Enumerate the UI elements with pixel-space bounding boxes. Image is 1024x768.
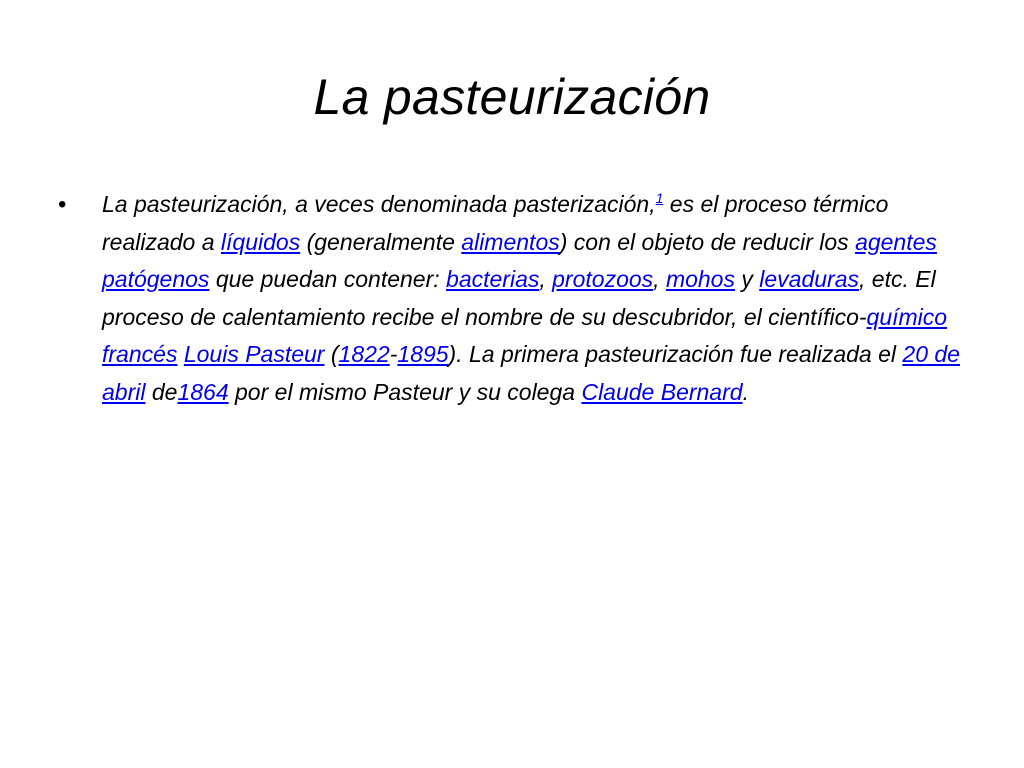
link-alimentos[interactable]: alimentos — [461, 228, 560, 255]
bullet-item — [56, 186, 961, 411]
link-protozoos[interactable]: protozoos — [552, 266, 654, 292]
paragraph-text: (generalmente — [300, 228, 462, 255]
link-liquidos[interactable]: líquidos — [220, 228, 301, 255]
paragraph-text: , — [539, 266, 553, 292]
link-agentes-patogenos[interactable]: agentes patógenos — [102, 228, 937, 292]
paragraph-text: ) con el objeto de reducir los — [559, 228, 856, 255]
link-1864[interactable]: 1864 — [177, 378, 229, 405]
paragraph-text: La pasteurización, a veces denominada pasterización, — [102, 191, 656, 217]
link-quimico[interactable]: químico — [866, 303, 948, 330]
paragraph-text: . — [742, 378, 749, 405]
paragraph-text: es el proceso térmico realizado a — [102, 191, 889, 255]
paragraph-text: , — [653, 266, 666, 292]
reference-link-1[interactable]: 1 — [655, 190, 664, 206]
paragraph-text: - — [389, 341, 398, 367]
paragraph-text: por el mismo Pasteur y su colega — [228, 378, 582, 405]
link-mohos[interactable]: mohos — [665, 266, 735, 292]
link-frances[interactable]: francés — [102, 341, 178, 367]
slide-title: La pasteurización — [313, 69, 711, 125]
paragraph-text: de — [145, 378, 178, 405]
paragraph-text: ). La primera pasteurización fue realizada el — [448, 341, 903, 367]
paragraph-text: y — [734, 266, 760, 292]
link-1895[interactable]: 1895 — [397, 341, 449, 367]
link-20-de-abril[interactable]: 20 de abril — [102, 341, 960, 405]
bullet-icon: • — [58, 191, 67, 218]
link-bacterias[interactable]: bacterias — [446, 266, 540, 292]
link-claude-bernard[interactable]: Claude Bernard — [581, 378, 743, 405]
bullet-list — [56, 186, 961, 411]
link-louis-pasteur[interactable]: Louis Pasteur — [183, 341, 325, 367]
paragraph-text: ( — [324, 341, 339, 367]
link-levaduras[interactable]: levaduras — [759, 266, 859, 292]
paragraph-text: que puedan contener: — [209, 266, 447, 292]
link-1822[interactable]: 1822 — [338, 341, 390, 367]
paragraph-text: , etc. El proceso de calentamiento recibe el nombre de su descubridor, el científico- — [102, 266, 936, 330]
